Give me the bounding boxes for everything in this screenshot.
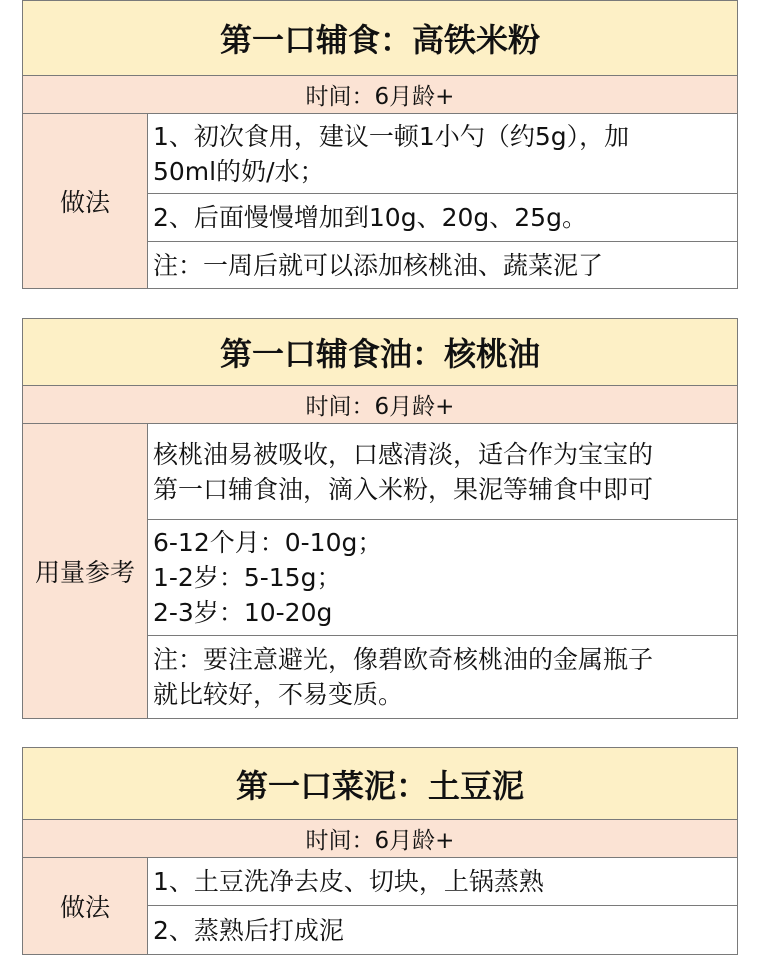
row-line: 1、土豆洗净去皮、切块，上锅蒸熟 [153,867,544,896]
note-row [148,242,737,288]
age-time: 时间：6月龄+ [23,76,737,114]
card-title: 第一口辅食油：核桃油 [23,319,737,386]
card-body [23,114,737,288]
row-line: 6-12个月：0-10g； [153,528,383,557]
card-rows [148,114,737,288]
card-rows [148,858,737,954]
row-line: 就比较好，不易变质。 [153,680,404,709]
row-line: 50ml的奶/水； [153,156,325,186]
card-rows [148,424,737,718]
row-line: 注：一周后就可以添加核桃油、蔬菜泥了 [153,250,604,280]
card-body [23,858,737,954]
step-row [148,906,737,954]
dosage-row [148,520,737,636]
recipe-card-walnut-oil [22,318,738,719]
age-time: 时间：6月龄+ [23,386,737,424]
row-line: 2、后面慢慢增加到10g、20g、25g。 [153,203,587,232]
row-line: 1-2岁：5-15g； [153,563,342,592]
row-line: 2-3岁：10-20g [153,598,333,627]
recipe-card-rice-cereal [22,0,738,289]
step-row [148,114,737,194]
step-row [148,194,737,242]
step-row [148,858,737,906]
row-line: 第一口辅食油，滴入米粉，果泥等辅食中即可 [153,474,654,504]
row-line: 注：要注意避光，像碧欧奇核桃油的金属瓶子 [153,645,654,674]
age-time: 时间：6月龄+ [23,820,737,858]
row-line: 2、蒸熟后打成泥 [153,915,344,945]
note-row [148,636,737,718]
method-label: 做法 [23,114,148,288]
dosage-label: 用量参考 [23,424,148,718]
card-title: 第一口辅食：高铁米粉 [23,1,737,76]
method-label: 做法 [23,858,148,954]
recipe-card-potato-puree [22,747,738,955]
desc-row [148,424,737,520]
card-body [23,424,737,718]
row-line: 核桃油易被吸收，口感清淡，适合作为宝宝的 [153,439,654,469]
row-line: 1、初次食用，建议一顿1小勺（约5g），加 [153,121,630,151]
card-title: 第一口菜泥：土豆泥 [23,748,737,820]
